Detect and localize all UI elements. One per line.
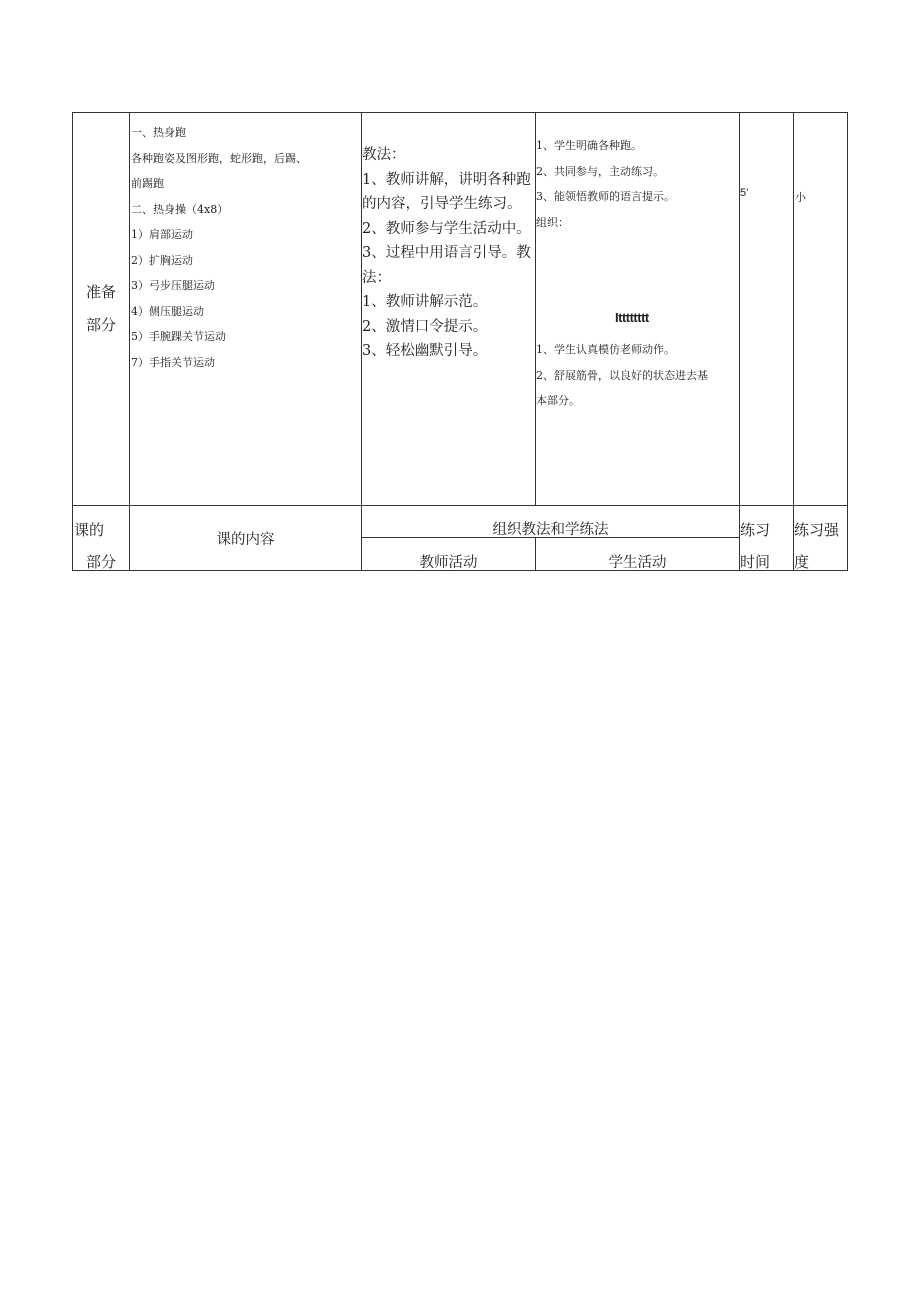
teacher-line: 3、轻松幽默引导。	[362, 343, 488, 359]
header-time-label	[740, 514, 770, 578]
content-line: 4）侧压腿运动	[131, 304, 204, 318]
prep-section-label-cell	[72, 112, 129, 505]
prep-section-label	[86, 276, 116, 342]
student-line: 2、舒展筋骨，以良好的状态进去基	[536, 368, 708, 382]
header-student-activity: 学生活动	[608, 555, 667, 571]
header-section-label	[74, 514, 116, 578]
header-time-label-line-1: 练习	[740, 521, 771, 539]
row-divider	[72, 505, 848, 506]
content-line: 前踢跑	[131, 177, 164, 190]
content-line: 二、热身操（4x8）	[131, 202, 229, 216]
student-activity-top-cell	[536, 133, 738, 235]
header-section-label-line-2: 部分	[86, 553, 117, 571]
content-line: 1）肩部运动	[131, 228, 193, 241]
teacher-line: 1、教师讲解，讲明各种跑	[362, 171, 531, 188]
student-line: 2、共同参与，主动练习。	[536, 164, 664, 178]
student-line: 3、能领悟教师的语言提示。	[536, 190, 675, 203]
header-time-label-line-2: 时间	[740, 553, 771, 571]
content-line: 一、热身跑	[131, 126, 186, 139]
prep-content-cell	[131, 120, 359, 375]
teacher-line: 1、教师讲解示范。	[362, 294, 488, 310]
content-line: 各种跑姿及图形跑，蛇形跑，后踢、	[131, 151, 307, 165]
prep-section-label-line-2: 部分	[86, 316, 117, 334]
student-line: 1、学生认真模仿老师动作。	[536, 343, 675, 356]
content-line: 5）手腕踝关节运动	[131, 330, 226, 343]
lesson-plan-table	[72, 112, 848, 571]
header-org-label: 组织教法和学练法	[492, 522, 609, 538]
teacher-line: 3、过程中用语言引导。教	[362, 245, 531, 261]
header-section-label-line-1: 课的	[74, 521, 105, 539]
prep-section-label-line-1: 准备	[86, 283, 117, 301]
teacher-line: 教法：	[362, 147, 406, 163]
student-line: 本部分。	[536, 394, 580, 407]
student-activity-bottom-cell	[536, 337, 738, 414]
header-intensity-label-line-1: 练习强	[794, 521, 840, 539]
teacher-method-cell	[362, 143, 536, 364]
teacher-line: 2、教师参与学生活动中。	[362, 220, 531, 237]
table-border-top	[72, 112, 848, 113]
column-divider-5	[793, 112, 794, 571]
teacher-line: 的内容，引导学生练习。	[362, 196, 522, 212]
column-divider-4	[739, 112, 740, 571]
intensity-value: 小	[795, 191, 806, 204]
teacher-line: 法：	[362, 269, 391, 286]
content-line: 7）手指关节运动	[131, 355, 215, 369]
teacher-line: 2、激情口令提示。	[362, 318, 488, 335]
content-line: 3）弓步压腿运动	[131, 279, 215, 292]
practice-time-value: 5’	[740, 187, 749, 199]
student-line: 组织：	[536, 215, 569, 229]
header-intensity-label	[794, 514, 839, 578]
header-content-label: 课的内容	[216, 532, 275, 548]
header-teacher-activity: 教师活动	[419, 555, 478, 571]
table-border-right	[847, 112, 848, 571]
column-divider-1	[129, 112, 130, 571]
content-line: 2）扩胸运动	[131, 253, 193, 267]
student-line: 1、学生明确各种跑。	[536, 139, 642, 152]
formation-marker: Itttttttt	[615, 310, 649, 325]
header-intensity-label-line-2: 度	[794, 553, 810, 571]
